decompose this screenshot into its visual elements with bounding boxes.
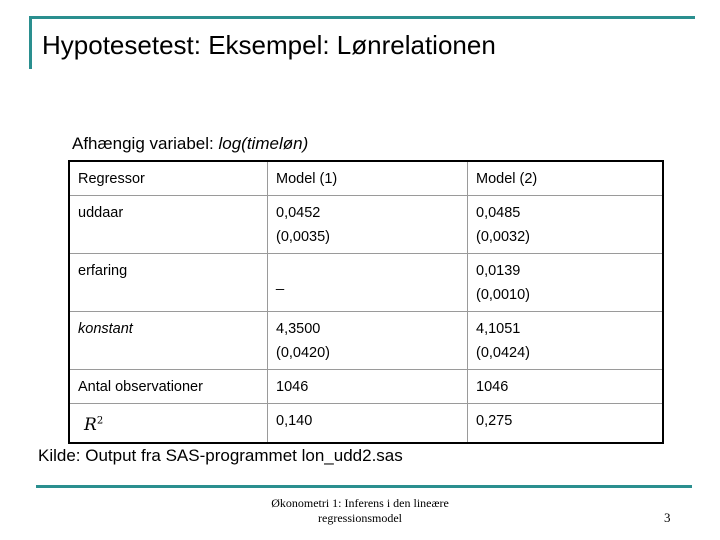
model-2-cell xyxy=(468,196,664,254)
page-number: 3 xyxy=(664,510,671,525)
footer-caption xyxy=(0,496,720,526)
table-row-r-squared xyxy=(69,404,663,443)
table-row xyxy=(69,370,663,404)
row-label: Antal observationer xyxy=(69,370,268,404)
table-row xyxy=(69,196,663,254)
dependent-variable-label xyxy=(72,134,308,154)
header-model-2: Model (2) xyxy=(468,161,664,196)
model-1-cell xyxy=(268,312,468,370)
dependent-variable-name: log(timeløn) xyxy=(218,134,309,153)
footer-divider xyxy=(36,485,692,488)
coefficient: 4,1051 xyxy=(476,321,521,337)
model-2-cell: 0,275 xyxy=(468,404,664,443)
model-1-cell xyxy=(268,196,468,254)
table-row xyxy=(69,312,663,370)
coefficient: 0,0485 xyxy=(476,205,521,221)
dependent-variable-prefix: Afhængig variabel: xyxy=(72,134,219,153)
source-note: Kilde: Output fra SAS-programmet lon_udd2.sas xyxy=(38,446,403,465)
standard-error: (0,0010) xyxy=(476,287,531,303)
r-squared-symbol: $R^2$ xyxy=(84,414,104,435)
coefficient: _ xyxy=(276,275,285,291)
standard-error: (0,0032) xyxy=(476,229,531,245)
footer-line-1: Økonometri 1: Inferens i den lineære xyxy=(271,496,449,510)
standard-error: (0,0420) xyxy=(276,345,331,361)
coefficient: 0,0452 xyxy=(276,205,321,221)
table-row xyxy=(69,254,663,312)
model-2-cell xyxy=(468,254,664,312)
footer-line-2: regressionsmodel xyxy=(318,511,402,525)
slide-title: Hypotesetest: Eksempel: Lønrelationen xyxy=(42,30,496,60)
model-2-cell xyxy=(468,312,664,370)
model-1-cell: 0,140 xyxy=(268,404,468,443)
row-label xyxy=(69,404,268,443)
row-label: erfaring xyxy=(69,254,268,312)
table-header-row xyxy=(69,161,663,196)
row-label: konstant xyxy=(69,312,268,370)
standard-error: (0,0424) xyxy=(476,345,531,361)
row-label: uddaar xyxy=(69,196,268,254)
regression-table xyxy=(68,160,664,444)
header-regressor: Regressor xyxy=(69,161,268,196)
coefficient: 4,3500 xyxy=(276,321,321,337)
model-1-cell xyxy=(268,254,468,312)
model-1-cell: 1046 xyxy=(268,370,468,404)
model-2-cell: 1046 xyxy=(468,370,664,404)
header-model-1: Model (1) xyxy=(268,161,468,196)
coefficient: 0,0139 xyxy=(476,263,521,279)
standard-error: (0,0035) xyxy=(276,229,331,245)
